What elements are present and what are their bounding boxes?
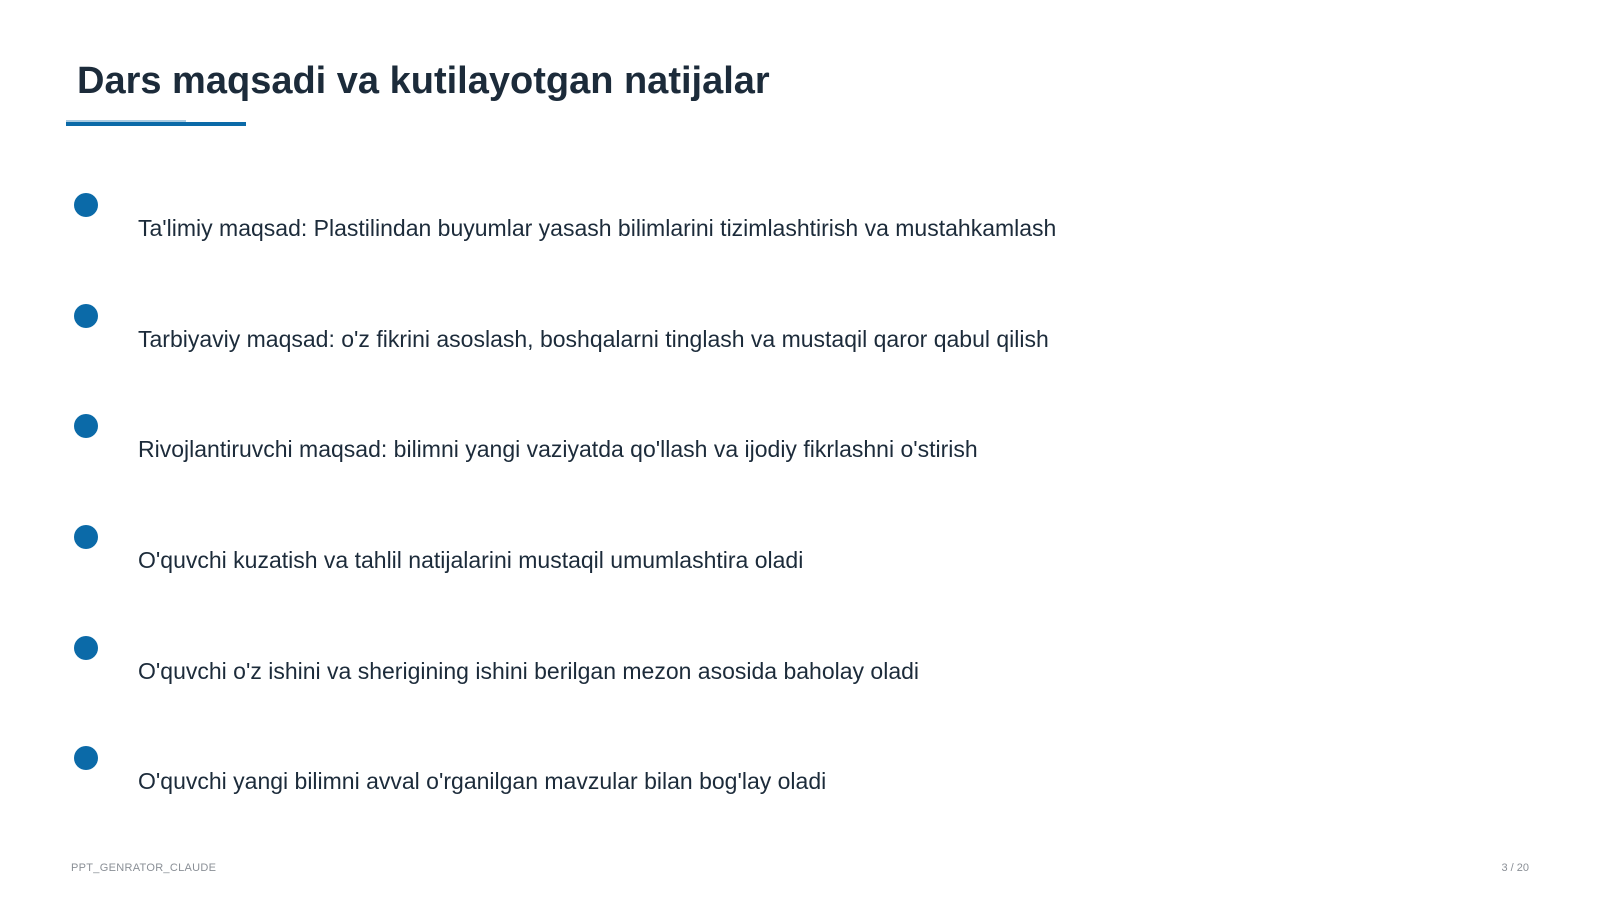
- circle-bullet-icon: [74, 636, 98, 660]
- circle-bullet-icon: [74, 525, 98, 549]
- bullet-item: [0, 193, 1600, 273]
- bullet-text: Ta'limiy maqsad: Plastilindan buyumlar yasash bilimlarini tizimlashtirish va mustahkamlash: [138, 215, 1057, 241]
- bullet-item: [0, 636, 1600, 716]
- bullet-text: O'quvchi kuzatish va tahlil natijalarini mustaqil umumlashtira oladi: [138, 547, 804, 573]
- circle-bullet-icon: [74, 414, 98, 438]
- footer-source: PPT_GENRATOR_CLAUDE: [71, 862, 217, 874]
- bullet-item: [0, 414, 1600, 494]
- bullet-text: O'quvchi yangi bilimni avval o'rganilgan mavzular bilan bog'lay oladi: [138, 768, 827, 794]
- circle-bullet-icon: [74, 304, 98, 328]
- bullet-text: O'quvchi o'z ishini va sherigining ishini berilgan mezon asosida baholay oladi: [138, 658, 920, 684]
- slide-title: Dars maqsadi va kutilayotgan natijalar: [77, 60, 770, 102]
- circle-bullet-icon: [74, 193, 98, 217]
- page-number: 3 / 20: [1501, 862, 1529, 874]
- bullet-item: [0, 746, 1600, 826]
- bullet-item: [0, 304, 1600, 384]
- circle-bullet-icon: [74, 746, 98, 770]
- bullet-text: Rivojlantiruvchi maqsad: bilimni yangi vaziyatda qo'llash va ijodiy fikrlashni o'stirish: [138, 436, 978, 462]
- bullet-item: [0, 525, 1600, 605]
- bullet-text: Tarbiyaviy maqsad: o'z fikrini asoslash, boshqalarni tinglash va mustaqil qaror qabul qilish: [138, 326, 1049, 352]
